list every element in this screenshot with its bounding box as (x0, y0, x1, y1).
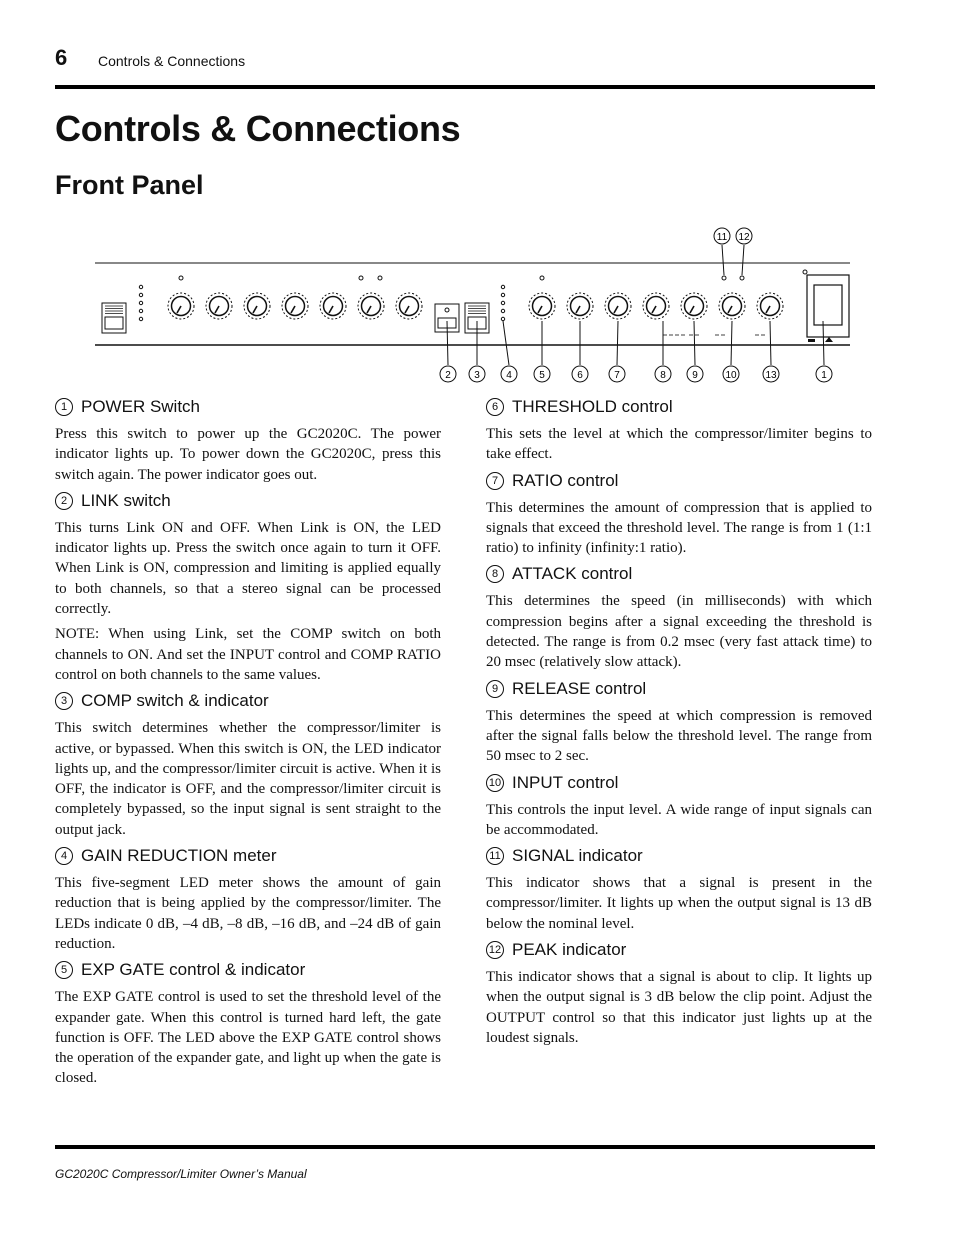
gain-reduction-meter (139, 285, 142, 320)
heading-text: POWER Switch (81, 397, 201, 416)
callout-leader (503, 321, 509, 365)
callout-label: 11 (716, 232, 728, 243)
knob (206, 293, 232, 319)
heading-text: PEAK indicator (512, 940, 627, 960)
description-paragraph: The EXP GATE control is used to set the threshold level of the expander gate. When this control is turned hard left, the gate function is OFF. The LED above the EXP GATE control shows the operation of the expander gate, and light up when the gate is closed. (55, 989, 441, 1087)
knob (719, 293, 745, 319)
knob (320, 293, 346, 319)
knob (567, 293, 593, 319)
footer-rule (55, 1145, 875, 1149)
callout-label: 7 (614, 370, 620, 381)
callout-leader (742, 245, 744, 275)
callout-label: 6 (577, 370, 583, 381)
section-title: Front Panel (55, 170, 204, 200)
front-panel-diagram (55, 225, 875, 390)
heading-text: THRESHOLD control (512, 397, 673, 416)
control-description (486, 939, 872, 1048)
callout-leader (731, 321, 732, 365)
callout-label: 5 (539, 370, 545, 381)
callout-leader (617, 321, 618, 365)
knob (757, 293, 783, 319)
control-description (55, 959, 441, 1088)
heading-text: COMP switch & indicator (81, 691, 269, 711)
control-heading (55, 690, 441, 712)
callout-number: 2 (55, 492, 73, 510)
callout-number: 3 (55, 692, 73, 710)
power-switch (803, 270, 849, 342)
control-heading (55, 959, 441, 981)
knob (396, 293, 422, 319)
description-paragraph: This determines the speed (in milliseconds) with which compression begins after a signal exceeding the threshold is detected. The range is from 0.2 msec (very fast attack time) to 20 msec (relatively slow attack). (486, 593, 872, 671)
gain-reduction-meter (501, 285, 504, 320)
footer-text: GC2020C Compressor/Limiter Owner’s Manual (55, 1167, 307, 1181)
led-indicator (540, 276, 544, 280)
control-description (486, 845, 872, 934)
callout-leader (694, 321, 695, 365)
callout-leader (722, 245, 724, 275)
knob (605, 293, 631, 319)
callout-label: 1 (821, 370, 827, 381)
control-description (55, 396, 441, 485)
description-paragraph: Press this switch to power up the GC2020C. The power indicator lights up. To power down the GC2020C, press this switch again. The power indicator goes out. (55, 426, 441, 483)
heading-text: RELEASE control (512, 678, 647, 698)
description-paragraph: This controls the input level. A wide range of input signals can be accommodated. (486, 801, 872, 838)
heading-text: EXP GATE control & indicator (81, 960, 306, 980)
callout-number: 7 (486, 472, 504, 490)
callout-number: 12 (486, 941, 504, 959)
control-heading (486, 678, 872, 700)
running-title: Controls & Connections (98, 53, 246, 69)
on-symbol (825, 337, 833, 342)
led-indicator (722, 276, 726, 280)
callout-number: 8 (486, 565, 504, 583)
callout-label: 12 (738, 232, 750, 243)
description-paragraph: This sets the level at which the compressor/limiter begins to take effect. (486, 426, 872, 463)
off-symbol (808, 339, 815, 342)
right-column (486, 396, 872, 1053)
control-heading (486, 396, 872, 418)
led-indicator (378, 276, 382, 280)
knob (643, 293, 669, 319)
page-number: 6 (55, 45, 68, 70)
heading-text: INPUT control (512, 772, 619, 792)
control-description (486, 396, 872, 465)
knob (282, 293, 308, 319)
heading-text: SIGNAL indicator (512, 846, 643, 866)
left-column (55, 396, 441, 1094)
header-rule (55, 85, 875, 89)
push-switch (102, 303, 126, 333)
control-description (486, 470, 872, 559)
callout-number: 5 (55, 961, 73, 979)
control-description (55, 845, 441, 954)
callout-label: 10 (725, 370, 737, 381)
heading-text: RATIO control (512, 470, 619, 490)
description-paragraph: NOTE: When using Link, set the COMP switch on both channels to ON. And set the INPUT control and COMP RATIO control on both channels to the same values. (55, 626, 441, 683)
callout-leader (823, 321, 824, 365)
description-paragraph: This determines the amount of compression that is applied to signals that exceed the threshold level. The range is from 1 (1:1 ratio) to infinity (infinity:1 ratio). (486, 499, 872, 557)
control-heading (486, 845, 872, 867)
control-heading (55, 845, 441, 867)
callout-label: 2 (445, 370, 451, 381)
control-description (55, 690, 441, 840)
knob (529, 276, 555, 319)
control-description (486, 678, 872, 767)
callout-number: 6 (486, 398, 504, 416)
callout-number: 11 (486, 847, 504, 865)
control-description (486, 563, 872, 672)
page-title: Controls & Connections (55, 108, 461, 149)
led-indicator (445, 308, 449, 312)
callout-label: 4 (506, 370, 512, 381)
knob (681, 293, 707, 319)
callout-label: 3 (474, 370, 480, 381)
callout-label: 9 (692, 370, 698, 381)
led-indicator (179, 276, 183, 280)
control-heading (486, 470, 872, 492)
control-description (486, 772, 872, 841)
knob (168, 276, 194, 319)
description-paragraph: This indicator shows that a signal is present in the compressor/limiter. It lights up when the output signal is 13 dB below the nominal level. (486, 875, 872, 932)
knob (244, 293, 270, 319)
callout-number: 1 (55, 398, 73, 416)
heading-text: GAIN REDUCTION meter (81, 846, 277, 866)
callout-label: 8 (660, 370, 666, 381)
callout-number: 4 (55, 847, 73, 865)
description-paragraph: This switch determines whether the compressor/limiter is active, or bypassed. When this switch is ON, the LED indicator lights up, and the compressor/limiter circuit is active. When it is OFF, the indicator is OFF, and the compressor/limiter circuit is completely bypassed, so the input signal is sent straight to the output jack. (55, 720, 441, 838)
panel-body (102, 270, 849, 342)
heading-text: LINK switch (81, 490, 171, 510)
led-indicator (803, 270, 807, 274)
control-description (55, 490, 441, 685)
knob (358, 293, 384, 319)
control-heading (486, 772, 872, 794)
callout-label: 13 (765, 370, 777, 381)
callout-number: 9 (486, 680, 504, 698)
led-indicator (740, 276, 744, 280)
control-heading (55, 396, 441, 418)
led-indicator (359, 276, 363, 280)
callout-number: 10 (486, 774, 504, 792)
callout-leader (770, 321, 771, 365)
control-heading (486, 939, 872, 961)
description-paragraph: This determines the speed at which compression is removed after the signal falls below the threshold level. The range from 50 msec to 2 sec. (486, 707, 872, 765)
heading-text: ATTACK control (512, 564, 633, 584)
control-heading (486, 563, 872, 585)
description-paragraph: This indicator shows that a signal is about to clip. It lights up when the output signal is 3 dB below the clip point. Adjust the OUTPUT control so that this indicator just lights up at the loudest signals. (486, 969, 872, 1046)
description-paragraph: This five-segment LED meter shows the amount of gain reduction that is being applied by the compressor/limiter. The LEDs indicate 0 dB, –4 dB, –8 dB, –16 dB, and –24 dB of gain reduction. (55, 875, 441, 952)
description-paragraph: This turns Link ON and OFF. When Link is ON, the LED indicator lights up. Press the switch once again to turn it OFF. When Link is ON, compression and limiting is applied equally to both channels, so that a stereo signal can be processed correctly. (55, 519, 441, 618)
control-heading (55, 490, 441, 512)
